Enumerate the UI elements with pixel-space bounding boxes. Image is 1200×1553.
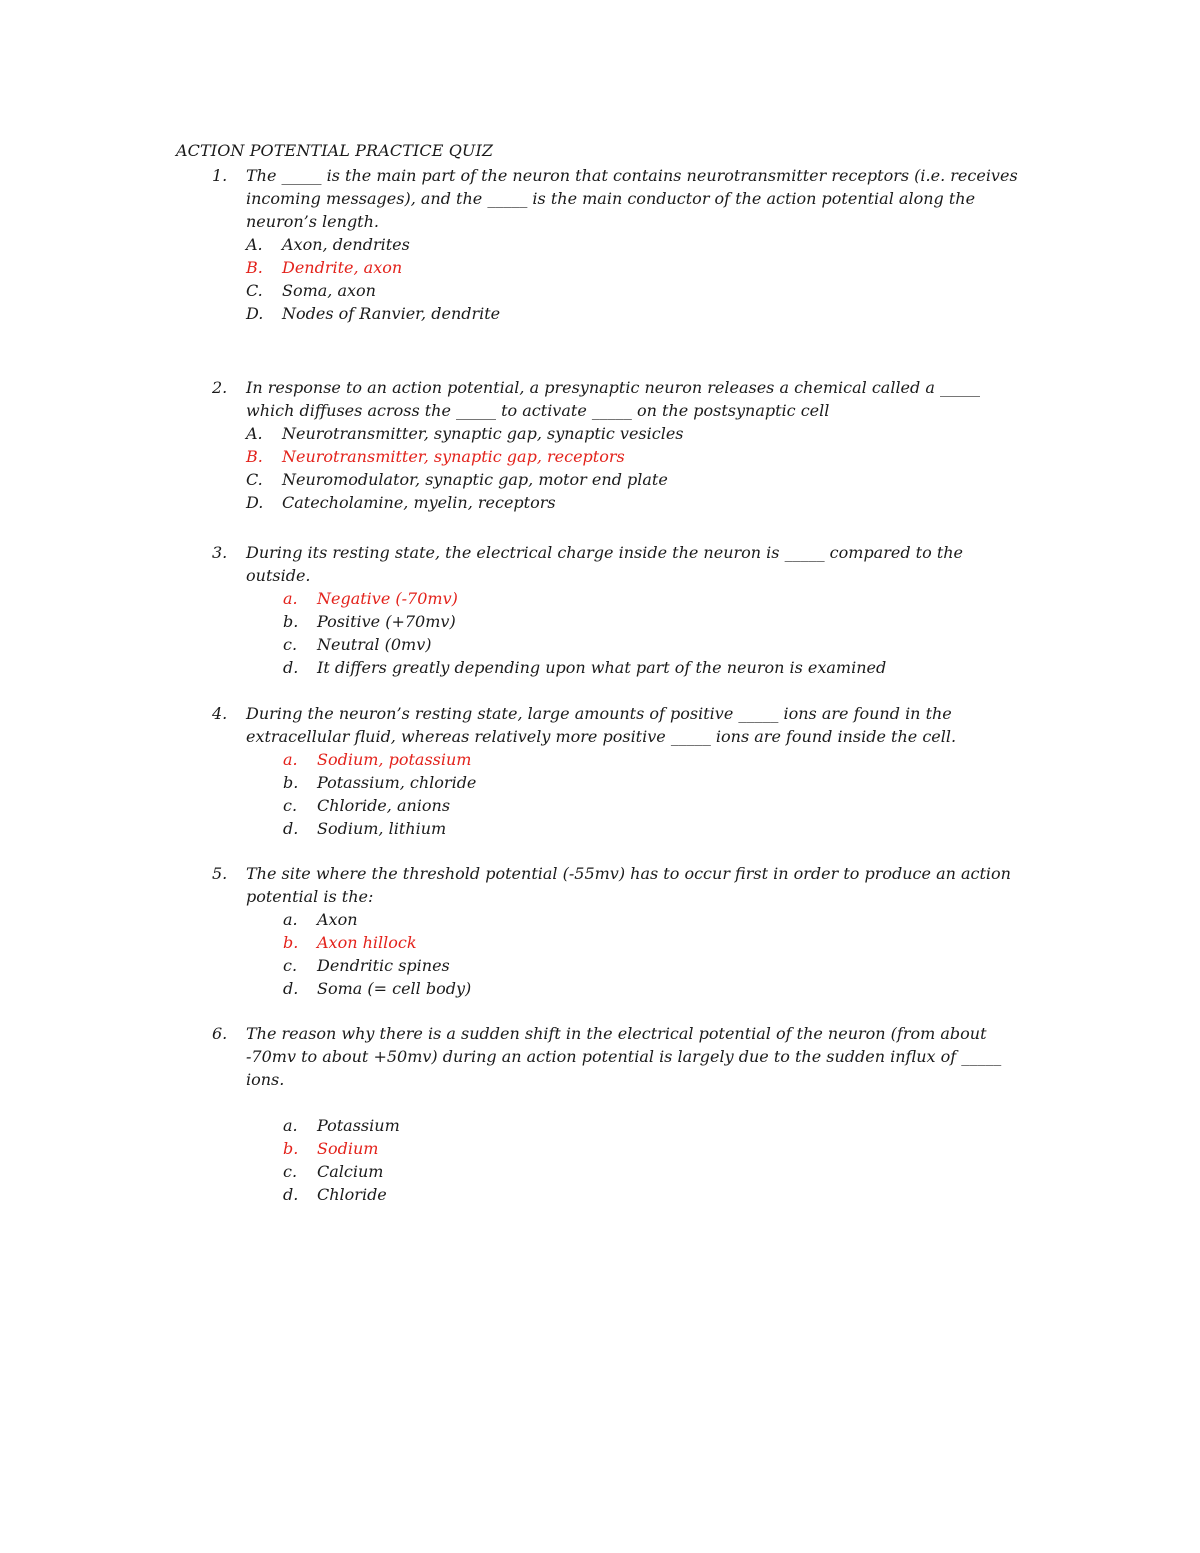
- option-text: Soma, axon: [282, 281, 376, 300]
- option-letter: C.: [246, 281, 263, 300]
- option-a: [212, 422, 1032, 445]
- question-text: In response to an action potential, a presynaptic neuron releases a chemical called a _____ which diffuses across the _____ to activate _____ on the postsynaptic cell: [246, 378, 980, 420]
- option-d: [212, 491, 1032, 514]
- question-text: The site where the threshold potential (-55mv) has to occur first in order to produce an action potential is the:: [246, 864, 1011, 906]
- option-letter: A.: [246, 424, 263, 443]
- option-d: [212, 1183, 1032, 1206]
- option-letter: A.: [246, 235, 263, 254]
- question-3: [212, 541, 1032, 679]
- option-text: Calcium: [317, 1162, 384, 1181]
- option-text: Neuromodulator, synaptic gap, motor end plate: [282, 470, 668, 489]
- question-text: During the neuron’s resting state, large amounts of positive _____ ions are found in the extracellular fluid, whereas relatively more positive _____ ions are found inside the cell.: [246, 704, 957, 746]
- question-2: [212, 376, 1032, 514]
- option-b-correct: [212, 256, 1032, 279]
- option-b-correct: [212, 445, 1032, 468]
- option-a: [212, 908, 1032, 931]
- option-letter: D.: [246, 493, 264, 512]
- option-letter: d.: [283, 1185, 299, 1204]
- option-letter: b.: [283, 612, 299, 631]
- option-letter: d.: [283, 819, 299, 838]
- option-text: Negative (-70mv): [317, 589, 458, 608]
- question-1: [212, 164, 1032, 325]
- option-letter: c.: [283, 956, 298, 975]
- option-b: [212, 771, 1032, 794]
- option-letter: d.: [283, 979, 299, 998]
- option-list: [212, 748, 1032, 840]
- question-number: 5.: [212, 864, 228, 883]
- option-d: [212, 977, 1032, 1000]
- question-4: [212, 702, 1032, 840]
- option-a: [212, 233, 1032, 256]
- option-text: Neurotransmitter, synaptic gap, receptors: [282, 447, 625, 466]
- option-c: [212, 468, 1032, 491]
- option-a-correct: [212, 748, 1032, 771]
- option-text: Sodium: [317, 1139, 379, 1158]
- question-number: 1.: [212, 166, 228, 185]
- question-text: The reason why there is a sudden shift in the electrical potential of the neuron (from about -70mv to about +50mv) during an action potential is largely due to the sudden influx of _____ ions.: [246, 1024, 1002, 1089]
- option-letter: a.: [283, 1116, 298, 1135]
- option-letter: a.: [283, 750, 298, 769]
- option-text: Dendrite, axon: [282, 258, 403, 277]
- option-a: [212, 1114, 1032, 1137]
- option-letter: B.: [246, 258, 263, 277]
- question-6: [212, 1022, 1032, 1206]
- option-b-correct: [212, 1137, 1032, 1160]
- option-d: [212, 302, 1032, 325]
- option-letter: b.: [283, 773, 299, 792]
- option-text: Chloride, anions: [317, 796, 451, 815]
- question-number: 4.: [212, 704, 228, 723]
- question-text: The _____ is the main part of the neuron that contains neurotransmitter receptors (i.e. receives incoming messages), and the _____ is the main conductor of the action potential along the neuron’s length.: [246, 166, 1018, 231]
- option-letter: C.: [246, 470, 263, 489]
- option-text: Neutral (0mv): [317, 635, 432, 654]
- option-letter: d.: [283, 658, 299, 677]
- option-list: [212, 908, 1032, 1000]
- option-list: [212, 587, 1032, 679]
- option-letter: c.: [283, 796, 298, 815]
- option-d: [212, 817, 1032, 840]
- option-text: Catecholamine, myelin, receptors: [282, 493, 556, 512]
- option-list: [212, 233, 1032, 325]
- option-letter: c.: [283, 635, 298, 654]
- option-c: [212, 954, 1032, 977]
- option-text: Chloride: [317, 1185, 387, 1204]
- option-c: [212, 279, 1032, 302]
- option-text: Sodium, potassium: [317, 750, 472, 769]
- option-text: Potassium, chloride: [317, 773, 477, 792]
- option-d: [212, 656, 1032, 679]
- option-text: Sodium, lithium: [317, 819, 447, 838]
- option-letter: a.: [283, 910, 298, 929]
- option-text: Axon: [317, 910, 358, 929]
- option-text: Axon hillock: [317, 933, 417, 952]
- option-letter: B.: [246, 447, 263, 466]
- option-letter: b.: [283, 1139, 299, 1158]
- question-number: 6.: [212, 1024, 228, 1043]
- option-a-correct: [212, 587, 1032, 610]
- option-text: Neurotransmitter, synaptic gap, synaptic vesicles: [282, 424, 684, 443]
- option-b-correct: [212, 931, 1032, 954]
- question-5: [212, 862, 1032, 1000]
- option-c: [212, 633, 1032, 656]
- option-list: [212, 422, 1032, 514]
- question-number: 2.: [212, 378, 228, 397]
- question-number: 3.: [212, 543, 228, 562]
- option-c: [212, 1160, 1032, 1183]
- option-text: Axon, dendrites: [282, 235, 410, 254]
- quiz-title: ACTION POTENTIAL PRACTICE QUIZ: [176, 141, 494, 160]
- option-letter: D.: [246, 304, 264, 323]
- option-letter: a.: [283, 589, 298, 608]
- option-letter: b.: [283, 933, 299, 952]
- option-text: Soma (= cell body): [317, 979, 472, 998]
- option-list: [212, 1114, 1032, 1206]
- option-text: It differs greatly depending upon what part of the neuron is examined: [317, 658, 887, 677]
- option-letter: c.: [283, 1162, 298, 1181]
- spacer: [212, 1091, 1032, 1114]
- option-b: [212, 610, 1032, 633]
- option-text: Potassium: [317, 1116, 400, 1135]
- option-text: Positive (+70mv): [317, 612, 456, 631]
- option-text: Nodes of Ranvier, dendrite: [282, 304, 501, 323]
- option-text: Dendritic spines: [317, 956, 450, 975]
- option-c: [212, 794, 1032, 817]
- question-text: During its resting state, the electrical charge inside the neuron is _____ compared to the outside.: [246, 543, 964, 585]
